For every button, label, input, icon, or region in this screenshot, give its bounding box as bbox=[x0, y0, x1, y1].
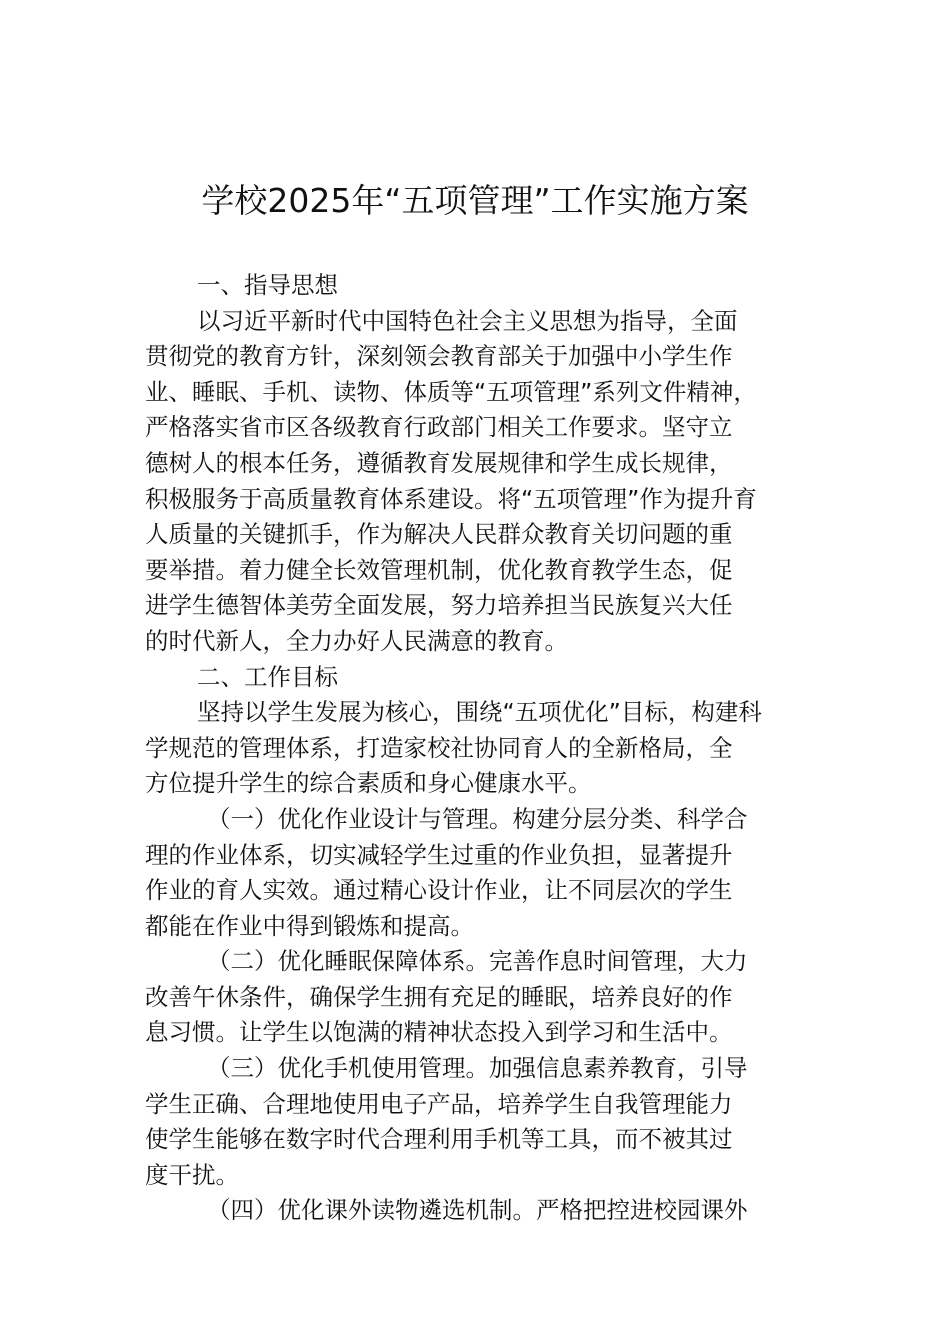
item-line: 息习惯。让学生以饱满的精神状态投入到学习和生活中。 bbox=[145, 1018, 733, 1047]
section-heading-guiding-thought: 一、指导思想 bbox=[197, 271, 338, 299]
item-line: 学生正确、合理地使用电子产品，培养学生自我管理能力 bbox=[145, 1089, 733, 1118]
document-body bbox=[145, 268, 810, 1229]
paragraph-line: 业、睡眠、手机、读物、体质等“五项管理”系列文件精神， bbox=[145, 377, 757, 406]
paragraph-line: 方位提升学生的综合素质和身心健康水平。 bbox=[145, 769, 592, 798]
section-heading-work-goals: 二、工作目标 bbox=[197, 662, 338, 691]
paragraph-line: 以习近平新时代中国特色社会主义思想为指导，全面 bbox=[197, 306, 738, 335]
paragraph-line: 进学生德智体美劳全面发展，努力培养担当民族复兴大任 bbox=[145, 591, 733, 620]
paragraph-line: 贯彻党的教育方针，深刻领会教育部关于加强中小学生作 bbox=[145, 342, 733, 371]
paragraph-line: 积极服务于高质量教育体系建设。将“五项管理”作为提升育 bbox=[145, 484, 757, 513]
item-line: 作业的育人实效。通过精心设计作业，让不同层次的学生 bbox=[145, 876, 733, 905]
paragraph-line: 学规范的管理体系，打造家校社协同育人的全新格局，全 bbox=[145, 733, 733, 762]
item-line: 度干扰。 bbox=[145, 1160, 239, 1189]
item-line: 使学生能够在数字时代合理利用手机等工具，而不被其过 bbox=[145, 1125, 733, 1154]
paragraph-line: 的时代新人，全力办好人民满意的教育。 bbox=[145, 626, 568, 655]
paragraph-line: 德树人的根本任务，遵循教育发展规律和学生成长规律， bbox=[145, 448, 733, 477]
item-line: 改善午休条件，确保学生拥有充足的睡眠，培养良好的作 bbox=[145, 982, 733, 1011]
paragraph-line: 严格落实省市区各级教育行政部门相关工作要求。坚守立 bbox=[145, 413, 733, 442]
item-line: （一）优化作业设计与管理。构建分层分类、科学合 bbox=[207, 804, 748, 833]
item-line: （三）优化手机使用管理。加强信息素养教育，引导 bbox=[207, 1054, 748, 1083]
item-line: 都能在作业中得到锻炼和提高。 bbox=[145, 911, 474, 940]
document-title: 学校2025年“五项管理”工作实施方案 bbox=[201, 181, 749, 220]
item-line: （四）优化课外读物遴选机制。严格把控进校园课外 bbox=[207, 1196, 748, 1225]
item-line: （二）优化睡眠保障体系。完善作息时间管理，大力 bbox=[207, 947, 748, 976]
paragraph-line: 要举措。着力健全长效管理机制，优化教育教学生态，促 bbox=[145, 555, 733, 584]
paragraph-line: 人质量的关键抓手，作为解决人民群众教育关切问题的重 bbox=[145, 520, 733, 549]
item-line: 理的作业体系，切实减轻学生过重的作业负担，显著提升 bbox=[145, 840, 733, 869]
paragraph-line: 坚持以学生发展为核心，围绕“五项优化”目标，构建科 bbox=[197, 698, 762, 727]
